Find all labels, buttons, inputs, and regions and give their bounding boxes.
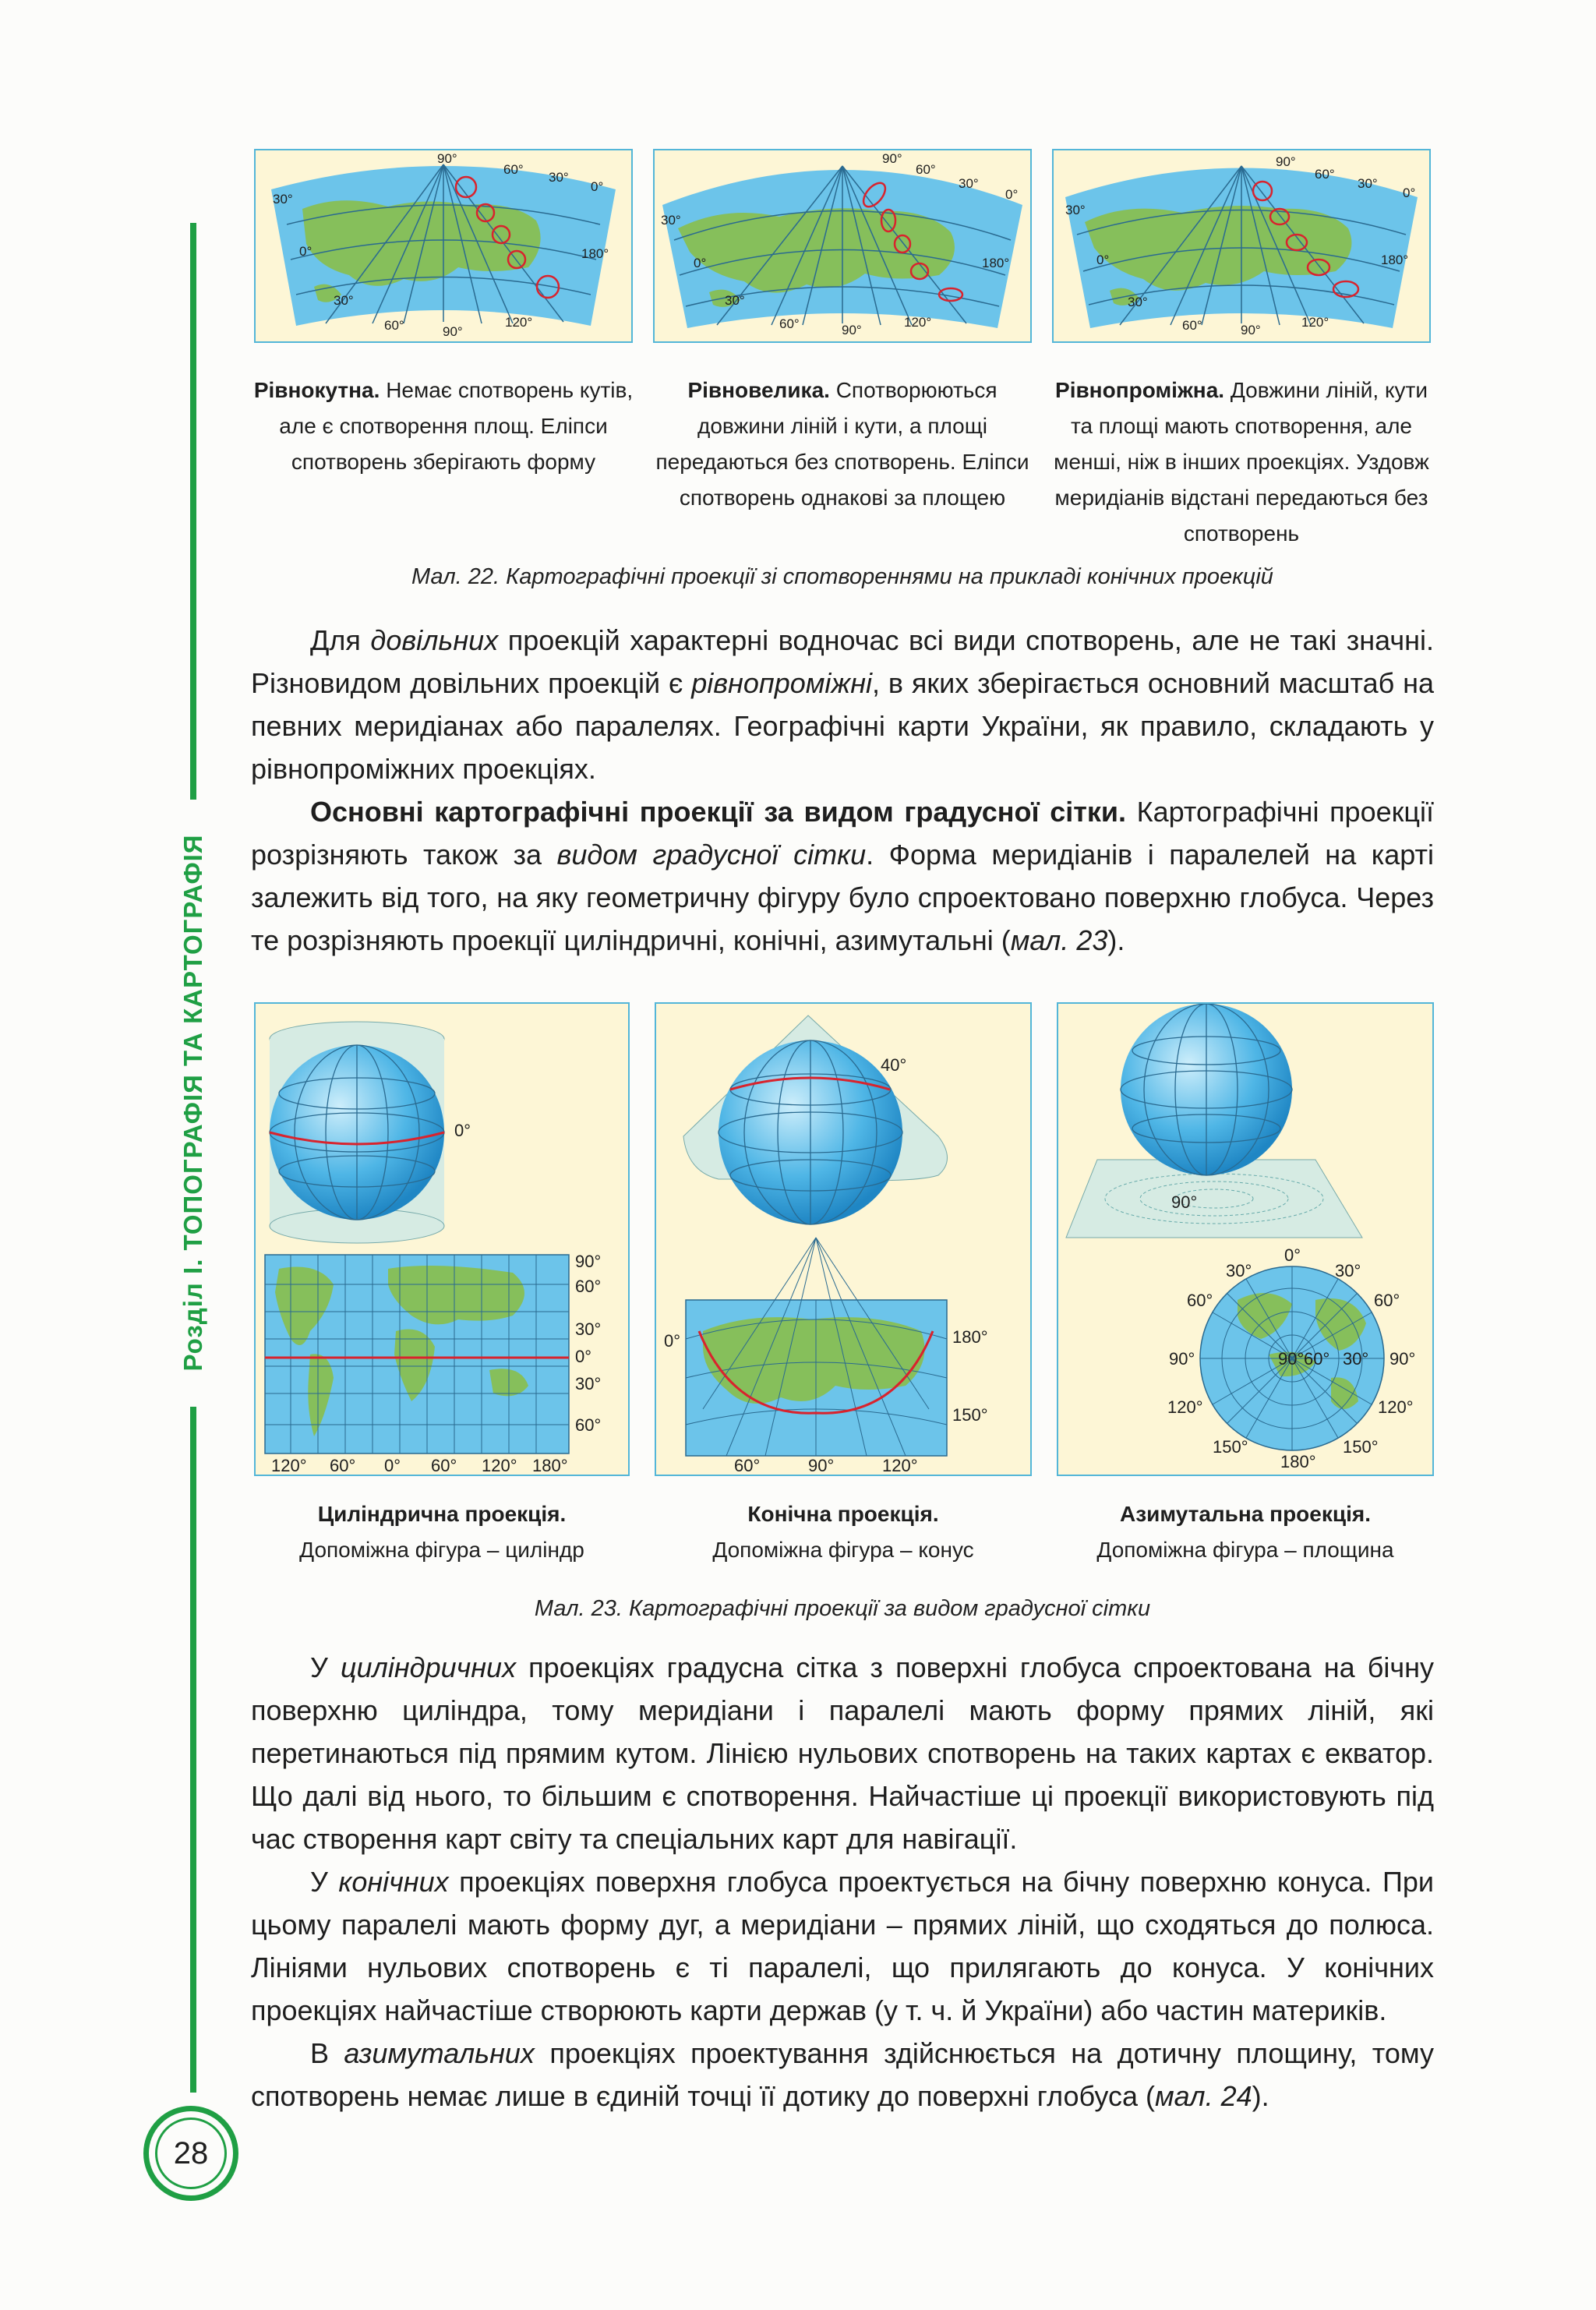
map-label: 0° (1403, 185, 1416, 200)
map-label: 60° (1304, 1349, 1330, 1369)
map-label: 30° (273, 192, 293, 207)
map-label: 150° (952, 1405, 988, 1425)
map-label: 120° (1378, 1397, 1414, 1417)
fig22-title: Мал. 22. Картографічні проекції зі спотвореннями на прикладі конічних проекцій (411, 564, 1273, 589)
map-label: 180° (1381, 253, 1409, 267)
map-label: 120° (482, 1456, 517, 1475)
map-label: 90° (842, 323, 862, 337)
map-label: 120° (904, 315, 932, 330)
map-label: 90° (1278, 1349, 1305, 1369)
paragraph-projection-types: У циліндричних проекціях градусна сітка з поверхні глобуса спроектована на бічну поверхню циліндра, тому меридіани і паралелі мають форму прямих ліній, які перетинаються під прямим кутом. Лінією нульових спотворень на таких картах є екватор. Що далі від нього, то більшим є спотворення. Найчастіше ці проекції використовують під час створення карт світу та спеціальних карт для навігації. У конічних проекціях поверхня глобуса проектується на бічну поверхню конуса. При цьому паралелі мають форму дуг, а меридіани – прямих ліній, що сходяться до полюса. Лініями нульових спотворень є ті паралелі, що прилягають до конуса. У конічних проекціях найчастіше створюють карти держав (у т. ч. й України) або частин материків. В азимутальних проекціях проектування здійснюється на дотичну площину, тому спотворень немає лише в єдиній точці її дотику до поверхні глобуса (мал. 24). (251, 1651, 1435, 2112)
map-label: 30° (661, 213, 681, 228)
map-label: 90° (443, 324, 463, 339)
map-label: 0° (384, 1456, 401, 1475)
map-label: 90° (1276, 154, 1296, 169)
map-label: 180° (952, 1327, 988, 1347)
fig23-azimuthal-panel (1057, 1002, 1434, 1476)
map-label: 90° (437, 151, 457, 166)
pole-label: 90° (1171, 1192, 1198, 1212)
map-label: 30° (1128, 295, 1148, 309)
map-label: 0° (1005, 187, 1019, 202)
map-label: 60° (734, 1456, 761, 1475)
map-label: 30° (575, 1374, 602, 1393)
fig23-cylindrical-panel (254, 1002, 630, 1476)
map-label: 90° (1169, 1349, 1195, 1369)
map-label: 30° (549, 170, 569, 185)
map-label: 180° (581, 246, 609, 261)
fig23-caption-cylindrical: Циліндрична проекція. Допоміжна фігура – циліндр (299, 1502, 584, 1562)
map-label: 180° (532, 1456, 568, 1475)
map-label: 60° (916, 162, 936, 177)
map-label: 0° (299, 244, 312, 259)
fig22-caption-conformal: Рівнокутна. Немає спотворень кутів, але є спотворення площ. Еліпси спотворень зберігають форму (253, 378, 634, 474)
map-label: 0° (1096, 253, 1110, 267)
fig22-caption-equidistant: Рівнопроміжна. Довжини ліній, кути та площі мають спотворення, але менші, ніж в інших проекціях. Уздовж меридіанів відстані передаються без спотворень (1054, 378, 1429, 546)
map-label: 0° (591, 179, 604, 194)
map-label: 120° (1167, 1397, 1203, 1417)
map-label: 0° (1284, 1245, 1301, 1265)
map-label: 120° (882, 1456, 918, 1475)
fig23-caption-azimuthal: Азимутальна проекція. Допоміжна фігура – площина (1096, 1502, 1394, 1562)
map-label: 120° (271, 1456, 307, 1475)
map-label: 0° (575, 1347, 592, 1366)
map-label: 30° (725, 293, 745, 308)
fig23-conic-panel (655, 1002, 1032, 1476)
map-label: 60° (779, 316, 800, 331)
map-label: 30° (1226, 1261, 1252, 1280)
map-label: 60° (575, 1415, 602, 1435)
map-label: 90° (882, 151, 902, 166)
equator-label: 0° (454, 1121, 471, 1140)
paragraph-arbitrary-projections: Для довільних проекцій характерні водночас всі види спотворень, але не такі значні. Різновидом довільних проекцій є рівнопроміжні, в яких зберігається основний масштаб на певних меридіанах або паралелях. Географічні карти України, як правило, складають у рівнопроміжних проекціях. Основні картографічні проекції за видом градусної сітки. Картографічні проекції розрізняють також за видом градусної сітки. Форма меридіанів і паралелей на карті залежить від того, на яку геометричну фігуру було спроектовано поверхню глобуса. Через те розрізняють проекції циліндричні, конічні, азимутальні (мал. 23). (251, 624, 1435, 956)
map-label: 60° (431, 1456, 457, 1475)
map-label: 90° (808, 1456, 835, 1475)
map-label: 60° (1187, 1291, 1213, 1310)
map-label: 30° (1065, 203, 1086, 217)
fig22-map-conformal (254, 149, 633, 343)
fig23-caption-conic: Конічна проекція. Допоміжна фігура – конус (712, 1502, 974, 1562)
map-label: 150° (1343, 1437, 1379, 1457)
side-accent-line-bottom (190, 1407, 196, 2093)
map-label: 90° (575, 1252, 602, 1271)
map-label: 30° (334, 293, 354, 308)
map-label: 60° (575, 1277, 602, 1296)
map-label: 0° (664, 1331, 681, 1351)
map-label: 60° (503, 162, 524, 177)
map-label: 30° (1335, 1261, 1361, 1280)
map-label: 90° (1241, 323, 1261, 337)
map-label: 30° (959, 176, 979, 191)
map-label: 30° (1358, 176, 1378, 191)
map-label: 30° (1343, 1349, 1369, 1369)
map-label: 150° (1213, 1437, 1248, 1457)
map-label: 60° (1182, 318, 1202, 333)
map-label: 60° (1374, 1291, 1400, 1310)
map-label: 60° (1315, 167, 1335, 182)
map-label: 180° (982, 256, 1010, 270)
map-label: 60° (384, 318, 404, 333)
map-label: 120° (505, 315, 533, 330)
fig22-caption-equal-area: Рівновелика. Спотворюються довжини ліній і кути, а площі передаються без спотворень. Еліпси спотворень однакові за площею (655, 378, 1029, 510)
side-accent-line-top (190, 223, 196, 800)
map-label: 0° (694, 256, 707, 270)
page-number: 28 (173, 2136, 209, 2170)
map-label: 60° (330, 1456, 356, 1475)
fig22-map-equidistant (1052, 149, 1431, 343)
map-label: 120° (1301, 315, 1329, 330)
map-label: 90° (1389, 1349, 1416, 1369)
parallel-label: 40° (881, 1055, 907, 1075)
fig22-map-equal-area (653, 149, 1032, 343)
map-label: 30° (575, 1319, 602, 1339)
fig23-title: Мал. 23. Картографічні проекції за видом градусної сітки (534, 1596, 1151, 1621)
map-label: 180° (1280, 1452, 1316, 1471)
